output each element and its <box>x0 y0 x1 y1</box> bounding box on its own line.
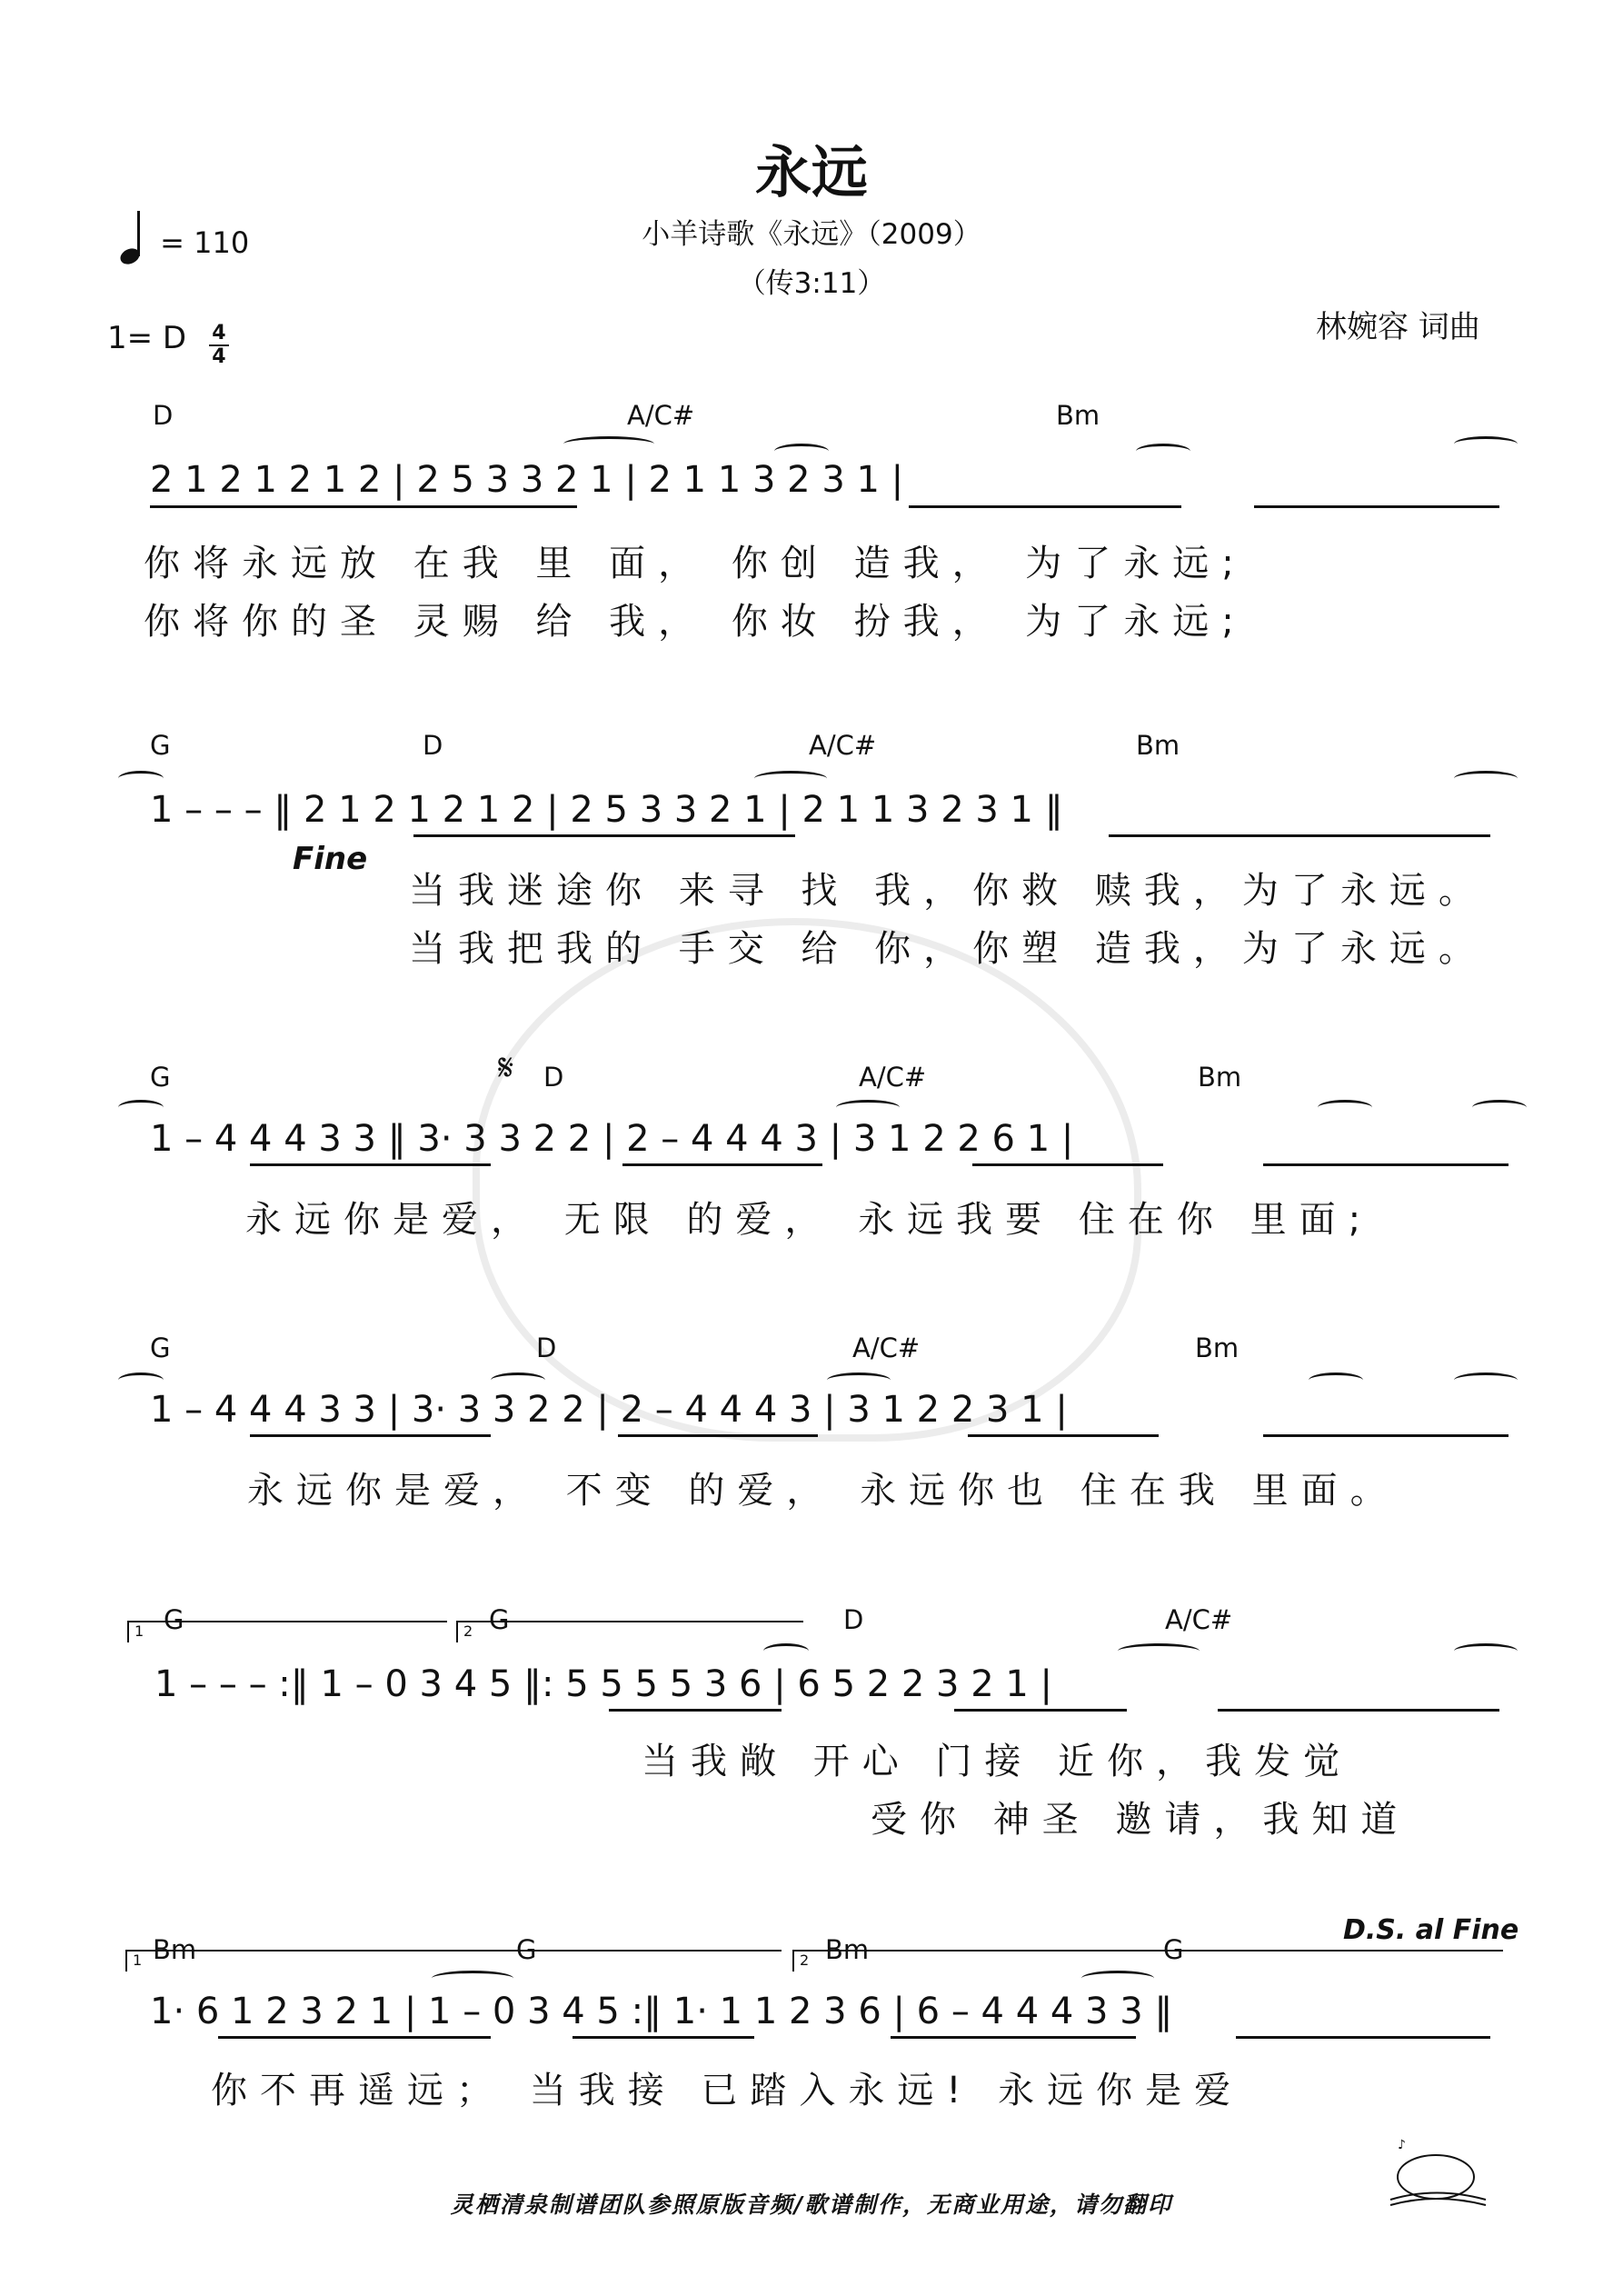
chord: G <box>516 1934 537 1965</box>
volta-bracket-2: 2 <box>792 1950 1503 1972</box>
tie <box>827 1373 891 1388</box>
chord: D <box>153 400 174 431</box>
svg-text:♪: ♪ <box>1398 2138 1406 2152</box>
chord: D <box>536 1333 557 1363</box>
tie <box>118 771 164 786</box>
lyric-line-2: 受你 神圣 邀请，我知道 <box>871 1799 1410 1841</box>
tie <box>118 1100 164 1115</box>
tie <box>1454 1373 1518 1388</box>
tempo-value: = 110 <box>160 225 250 260</box>
lyric-line-1: 当我敞 开心 门接 近你，我发觉 <box>642 1741 1353 1782</box>
beam <box>150 505 577 508</box>
lyric-line-1: 永远你是爱， 不变 的爱， 永远你也 住在我 里面。 <box>247 1470 1399 1512</box>
quarter-note-icon <box>120 209 151 264</box>
tie <box>836 1100 900 1115</box>
volta-bracket-1: 1 <box>127 1621 447 1642</box>
tie <box>1454 771 1518 786</box>
lyric-line-1: 当我迷途你 来寻 找 我，你救 赎我，为了永远。 <box>409 870 1488 912</box>
chord: Bm <box>1136 730 1180 761</box>
tie <box>1136 444 1190 459</box>
beam <box>1218 1709 1499 1712</box>
volta-bracket-1: 1 <box>125 1950 782 1972</box>
tie <box>491 1373 545 1388</box>
chord: G <box>150 730 171 761</box>
lyric-line-2: 当我把我的 手交 给 你，你塑 造我，为了永远。 <box>409 928 1488 970</box>
tie <box>1454 1643 1518 1659</box>
chord: G <box>1163 1934 1184 1965</box>
notation-line: 1 – 4 4 4 3 3 | 3· 3 3 2 2 | 2 – 4 4 4 3 | 3 1 2 2 3 1 | <box>150 1389 1068 1431</box>
beam <box>573 2036 754 2039</box>
composer-credit: 林婉容 词曲 <box>1316 309 1480 345</box>
fine-marking: Fine <box>293 841 368 877</box>
beam <box>1263 1434 1508 1437</box>
beam <box>250 1163 491 1166</box>
chord: D <box>423 730 443 761</box>
ds-al-fine-marking: D.S. al Fine <box>1343 1914 1519 1946</box>
tie <box>754 771 827 786</box>
notation-line: 1 – – – ‖ 2 1 2 1 2 1 2 | 2 5 3 3 2 1 | 2 1 1 3 2 3 1 ‖ <box>150 789 1063 831</box>
tie <box>1318 1100 1372 1115</box>
tempo-marking <box>120 209 249 264</box>
notation-line: 1 – – – :‖ 1 – 0 3 4 5 ‖: 5 5 5 5 3 6 | 6 5 2 2 3 2 1 | <box>154 1663 1053 1705</box>
beam <box>972 1163 1163 1166</box>
tie <box>1118 1643 1200 1659</box>
time-signature <box>209 323 229 368</box>
tie <box>118 1373 164 1388</box>
chord: Bm <box>1195 1333 1240 1363</box>
time-sig-bottom: 4 <box>212 345 226 368</box>
chord: A/C# <box>627 400 695 431</box>
beam <box>609 1709 782 1712</box>
tie <box>774 444 829 459</box>
song-title: 永远 <box>754 139 868 205</box>
chord: G <box>150 1333 171 1363</box>
song-subtitle: 小羊诗歌《永远》（2009） <box>642 218 981 251</box>
tie <box>432 1971 513 1986</box>
chord: Bm <box>153 1934 197 1965</box>
beam <box>1236 2036 1490 2039</box>
beam <box>413 834 795 837</box>
tie <box>1309 1373 1363 1388</box>
lyric-line-1: 你不再遥远； 当我接 已踏入永远! 永远你是爱 <box>211 2070 1244 2111</box>
lyric-line-1: 永远你是爱， 无限 的爱， 永远我要 住在你 里面; <box>245 1199 1374 1241</box>
beam <box>1109 834 1490 837</box>
tie <box>1081 1971 1154 1986</box>
segno-icon: 𝄋 <box>498 1047 514 1089</box>
chord: A/C# <box>859 1062 927 1093</box>
tie <box>1472 1100 1527 1115</box>
chord: G <box>489 1604 510 1635</box>
chord: G <box>164 1604 184 1635</box>
key-label: 1= D <box>107 320 187 356</box>
beam <box>891 2036 1136 2039</box>
chord: Bm <box>825 1934 870 1965</box>
notation-line: 1 – 4 4 4 3 3 ‖ 3· 3 3 2 2 | 2 – 4 4 4 3 | 3 1 2 2 6 1 | <box>150 1118 1074 1160</box>
tie <box>763 1643 809 1659</box>
chord: D <box>843 1604 864 1635</box>
beam <box>954 1709 1127 1712</box>
tie <box>563 436 654 452</box>
beam <box>1254 505 1499 508</box>
beam <box>250 1434 491 1437</box>
notation-line: 2 1 2 1 2 1 2 | 2 5 3 3 2 1 | 2 1 1 3 2 3 1 | <box>150 459 904 501</box>
chord: G <box>150 1062 171 1093</box>
verse-reference: （传3:11） <box>737 267 886 300</box>
beam <box>968 1434 1159 1437</box>
lyric-line-1: 你将永远放 在我 里 面， 你创 造我， 为了永远; <box>144 543 1247 584</box>
chord: Bm <box>1056 400 1100 431</box>
chord: A/C# <box>852 1333 921 1363</box>
notation-line: 1· 6 1 2 3 2 1 | 1 – 0 3 4 5 :‖ 1· 1 1 2 3 6 | 6 – 4 4 4 3 3 ‖ <box>150 1991 1173 2032</box>
chord: A/C# <box>1165 1604 1233 1635</box>
key-signature <box>107 320 229 368</box>
beam <box>1263 1163 1508 1166</box>
chord: D <box>543 1062 564 1093</box>
beam <box>622 1163 822 1166</box>
tie <box>1454 436 1518 452</box>
beam <box>909 505 1181 508</box>
beam <box>618 1434 818 1437</box>
volta-bracket-2: 2 <box>456 1621 803 1642</box>
beam <box>218 2036 491 2039</box>
lyric-line-2: 你将你的圣 灵赐 给 我， 你妆 扮我， 为了永远; <box>144 601 1247 643</box>
chord: A/C# <box>809 730 877 761</box>
footer-notice: 灵栖清泉制谱团队参照原版音频/歌谱制作，无商业用途，请勿翻印 <box>450 2191 1173 2218</box>
watermark-sheep <box>473 918 1141 1442</box>
chord: Bm <box>1198 1062 1242 1093</box>
time-sig-top: 4 <box>212 322 226 344</box>
